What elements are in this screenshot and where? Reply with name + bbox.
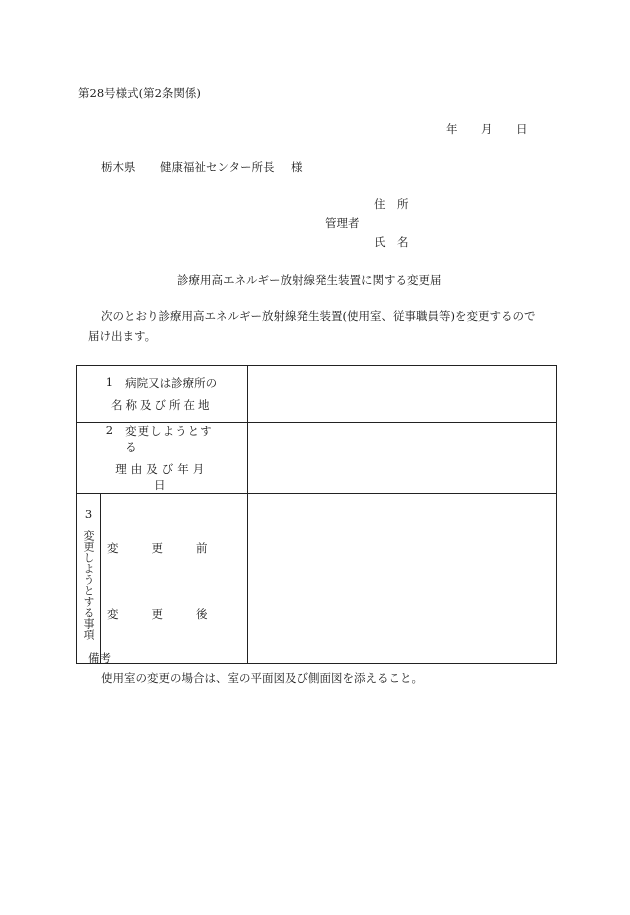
addressee-prefecture: 栃木県 — [101, 160, 136, 174]
row-number: 1 — [105, 375, 114, 389]
date-year: 年 — [446, 122, 458, 136]
form-number: 第28号様式(第2条関係) — [78, 86, 201, 100]
hospital-label-cell — [77, 366, 248, 423]
before-label: 変更前 — [107, 541, 241, 555]
remarks-heading: 備考 — [88, 651, 111, 665]
applicant-role: 管理者 — [325, 216, 360, 230]
document-title: 診療用高エネルギー放射線発生装置に関する変更届 — [177, 273, 442, 287]
addressee-honorific: 様 — [291, 160, 303, 174]
row-number: 2 — [105, 423, 114, 437]
date-month: 月 — [481, 122, 493, 136]
reason-value-cell[interactable] — [247, 423, 557, 494]
hospital-label-b: 名称及び所在地 — [111, 398, 213, 412]
before-after-cell — [101, 494, 248, 664]
notification-table — [76, 365, 557, 664]
table-row — [77, 423, 557, 494]
hospital-value-cell[interactable] — [247, 366, 557, 423]
body-line-2: 届け出ます。 — [88, 329, 157, 343]
row-number: 3 — [84, 507, 93, 521]
change-value-cell[interactable] — [247, 494, 557, 664]
reason-label-b: 理由及び年月日 — [115, 462, 209, 492]
hospital-label-a: 病院又は診療所の — [125, 376, 218, 390]
address-label: 住 所 — [374, 197, 409, 211]
addressee-office: 健康福祉センター所長 — [160, 160, 275, 174]
table-row — [77, 494, 557, 664]
name-label: 氏 名 — [374, 235, 409, 249]
change-items-label-cell — [77, 494, 101, 664]
reason-label-cell — [77, 423, 248, 494]
after-label: 変更後 — [107, 607, 241, 621]
body-line-1: 次のとおり診療用高エネルギー放射線発生装置(使用室、従事職員等)を変更するので — [101, 309, 536, 323]
date-day: 日 — [516, 122, 528, 136]
change-items-label: 変更しようとする事項 — [82, 530, 95, 640]
reason-label-a: 変更しようとする — [125, 424, 213, 454]
remarks-text: 使用室の変更の場合は、室の平面図及び側面図を添えること。 — [101, 671, 423, 685]
table-row — [77, 366, 557, 423]
